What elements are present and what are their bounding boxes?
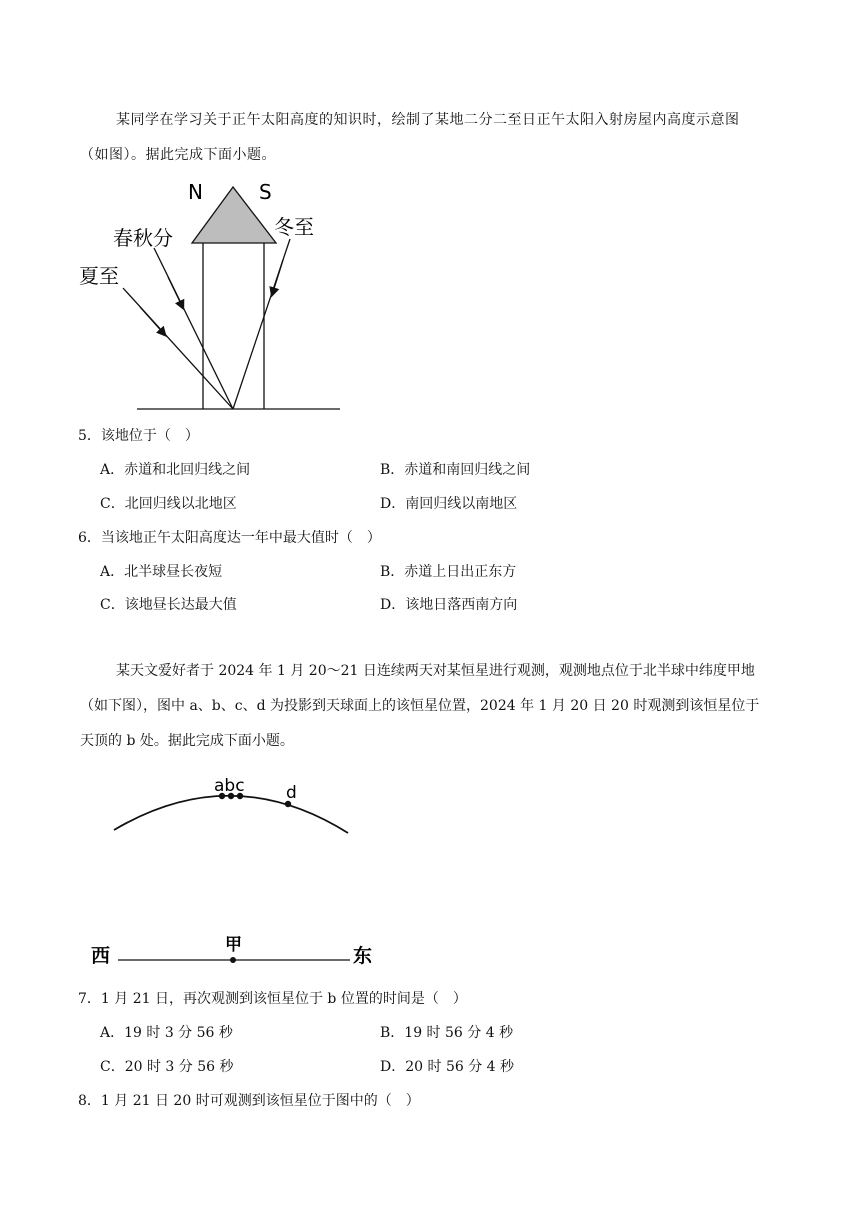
q7-option-a[interactable]: A．19 时 3 分 56 秒: [100, 1025, 233, 1041]
q7-option-c[interactable]: C．20 时 3 分 56 秒: [100, 1059, 234, 1075]
equinox-ray: [154, 248, 233, 409]
q7-stem: 7．1 月 21 日，再次观测到该恒星位于 b 位置的时间是（ ）: [78, 991, 467, 1007]
label-d: d: [286, 783, 297, 803]
q5-stem: 5．该地位于（ ）: [78, 428, 199, 444]
q8-stem: 8．1 月 21 日 20 时可观测到该恒星位于图中的（ ）: [78, 1093, 420, 1109]
label-winter: 冬至: [274, 215, 314, 239]
summer-ray: [123, 288, 233, 409]
label-s: S: [259, 180, 272, 204]
winter-arrow: [272, 260, 283, 295]
q5-option-c[interactable]: C．北回归线以北地区: [100, 496, 237, 512]
label-jia: 甲: [225, 935, 242, 955]
label-equinox: 春秋分: [113, 226, 173, 250]
label-summer: 夏至: [79, 264, 119, 288]
q6-option-a[interactable]: A．北半球昼长夜短: [100, 564, 223, 580]
observer-point: [230, 957, 236, 963]
q5-option-d[interactable]: D．南回归线以南地区: [380, 496, 518, 512]
q6-option-c[interactable]: C．该地昼长达最大值: [100, 597, 237, 613]
q5-option-b[interactable]: B．赤道和南回归线之间: [380, 462, 531, 478]
equinox-arrow: [168, 277, 183, 308]
q6-stem: 6．当该地正午太阳高度达一年中最大值时（ ）: [78, 530, 381, 546]
q7-option-d[interactable]: D．20 时 56 分 4 秒: [380, 1059, 515, 1075]
q6-option-b[interactable]: B．赤道上日出正东方: [380, 564, 517, 580]
intro2-line3: 天顶的 b 处。据此完成下面小题。: [80, 733, 294, 749]
label-abc: abc: [214, 776, 245, 796]
label-west: 西: [91, 945, 111, 967]
label-east: 东: [353, 945, 373, 967]
q5-option-a[interactable]: A．赤道和北回归线之间: [100, 462, 251, 478]
intro1-line1: 某同学在学习关于正午太阳高度的知识时，绘制了某地二分二至日正午太阳入射房屋内高度示意图: [116, 112, 740, 128]
q7-option-b[interactable]: B．19 时 56 分 4 秒: [380, 1025, 514, 1041]
figure-celestial-sphere: [80, 770, 390, 970]
intro2-line2: （如下图），图中 a、b、c、d 为投影到天球面上的该恒星位置，2024 年 1 月 20 日 20 时观测到该恒星位于: [80, 698, 760, 714]
intro1-line2: （如图）。据此完成下面小题。: [80, 147, 276, 163]
q6-option-d[interactable]: D．该地日落西南方向: [380, 597, 518, 613]
celestial-arc: [114, 796, 348, 833]
figure-sun-angle-house: [70, 172, 360, 417]
intro2-line1: 某天文爱好者于 2024 年 1 月 20～21 日连续两天对某恒星进行观测，观测地点位于北半球中纬度甲地: [116, 663, 755, 679]
label-n: N: [188, 180, 203, 204]
summer-arrow: [140, 307, 165, 335]
